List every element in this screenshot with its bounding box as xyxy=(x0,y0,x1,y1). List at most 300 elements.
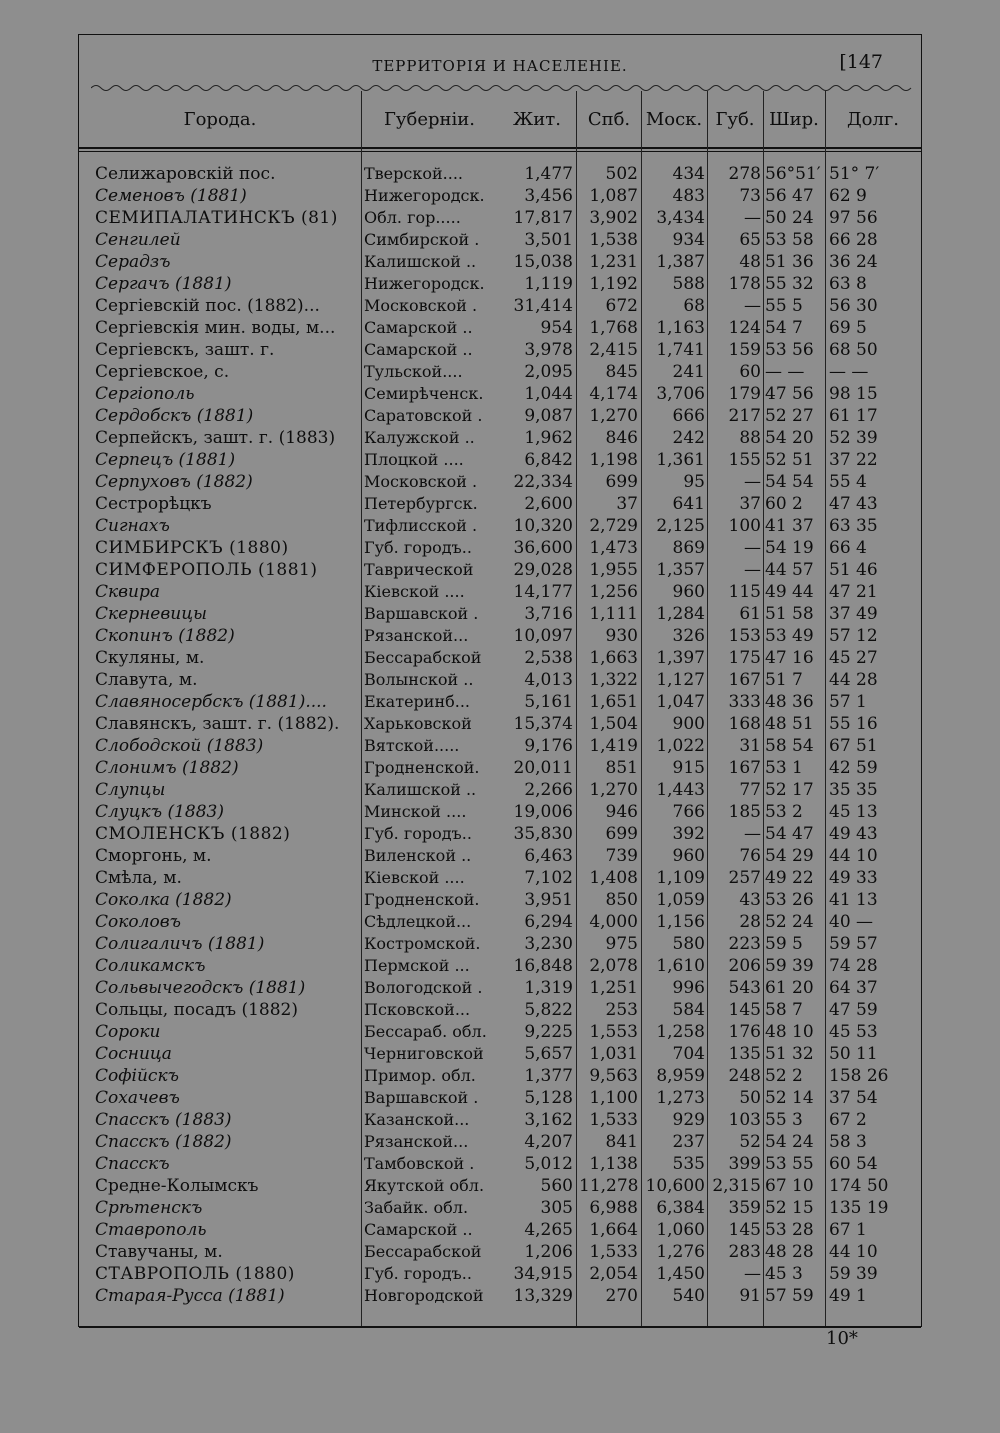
cell-mosk: 1,156 xyxy=(656,912,705,932)
table-row xyxy=(79,779,921,801)
cell-spb: 841 xyxy=(605,1132,638,1152)
cell-gubn: 145 xyxy=(728,1000,761,1020)
ledger-page xyxy=(78,34,922,1327)
cell-spb: 930 xyxy=(605,626,638,646)
cell-gub: Рязанской... xyxy=(364,626,469,645)
cell-gubn: — xyxy=(744,208,761,228)
cell-zhit: 13,329 xyxy=(513,1286,573,1306)
cell-zhit: 5,161 xyxy=(524,692,573,712)
cell-mosk: 1,047 xyxy=(656,692,705,712)
cell-gub: Плоцкой .... xyxy=(364,450,464,469)
cell-gub: Нижегородск. xyxy=(364,186,485,205)
table-row xyxy=(79,537,921,559)
cell-spb: 1,663 xyxy=(589,648,638,668)
table-row xyxy=(79,823,921,845)
cell-zhit: 4,265 xyxy=(524,1220,573,1240)
cell-zhit: 2,095 xyxy=(524,362,573,382)
cell-zhit: 16,848 xyxy=(513,956,573,976)
cell-mosk: 1,397 xyxy=(656,648,705,668)
cell-zhit: 3,978 xyxy=(524,340,573,360)
table-header xyxy=(79,91,921,147)
cell-gubn: 28 xyxy=(739,912,761,932)
cell-city: СИМБИРСКЪ (1880) xyxy=(95,538,289,558)
cell-spb: 270 xyxy=(605,1286,638,1306)
cell-gubn: 77 xyxy=(739,780,761,800)
cell-city: Сергіевское, с. xyxy=(95,362,230,382)
cell-mosk: 1,163 xyxy=(656,318,705,338)
cell-gub: Пермской ... xyxy=(364,956,470,975)
cell-gub: Гродненской. xyxy=(364,758,480,777)
cell-city: Семеновъ (1881) xyxy=(95,186,247,206)
cell-mosk: 766 xyxy=(672,802,705,822)
cell-mosk: 869 xyxy=(672,538,705,558)
header-shir: Шир. xyxy=(769,108,819,130)
table-row xyxy=(79,317,921,339)
cell-spb: 4,174 xyxy=(589,384,638,404)
cell-dolg: 67 2 xyxy=(829,1110,867,1130)
table-row xyxy=(79,1021,921,1043)
cell-dolg: 97 56 xyxy=(829,208,878,228)
cell-spb: 1,419 xyxy=(589,736,638,756)
cell-spb: 1,100 xyxy=(589,1088,638,1108)
cell-spb: 1,270 xyxy=(589,780,638,800)
header-mosk: Моск. xyxy=(645,108,703,130)
cell-zhit: 15,374 xyxy=(513,714,573,734)
cell-dolg: 37 54 xyxy=(829,1088,878,1108)
cell-spb: 699 xyxy=(605,824,638,844)
cell-gub: Московской . xyxy=(364,472,478,491)
cell-zhit: 10,097 xyxy=(513,626,573,646)
cell-zhit: 6,294 xyxy=(524,912,573,932)
page-number: [147 xyxy=(839,51,883,73)
cell-city: Серадзъ xyxy=(95,252,171,272)
cell-shir: 55 5 xyxy=(765,296,803,316)
cell-mosk: 6,384 xyxy=(656,1198,705,1218)
cell-gubn: 399 xyxy=(728,1154,761,1174)
cell-gub: Самарской .. xyxy=(364,340,473,359)
cell-gubn: — xyxy=(744,1264,761,1284)
cell-shir: 54 19 xyxy=(765,538,814,558)
cell-gubn: 176 xyxy=(728,1022,761,1042)
cell-city: Селижаровскій пос. xyxy=(95,164,276,184)
cell-gubn: 48 xyxy=(739,252,761,272)
cell-dolg: 174 50 xyxy=(829,1176,889,1196)
cell-mosk: 2,125 xyxy=(656,516,705,536)
cell-shir: 61 20 xyxy=(765,978,814,998)
cell-gubn: — xyxy=(744,538,761,558)
cell-gub: Сѣдлецкой... xyxy=(364,912,472,931)
cell-spb: 1,251 xyxy=(589,978,638,998)
cell-zhit: 5,012 xyxy=(524,1154,573,1174)
cell-zhit: 20,011 xyxy=(513,758,573,778)
cell-mosk: 960 xyxy=(672,582,705,602)
cell-spb: 1,664 xyxy=(589,1220,638,1240)
cell-gub: Тамбовской . xyxy=(364,1154,475,1173)
cell-shir: 57 59 xyxy=(765,1286,814,1306)
cell-zhit: 1,377 xyxy=(524,1066,573,1086)
cell-spb: 1,538 xyxy=(589,230,638,250)
cell-gubn: 206 xyxy=(728,956,761,976)
cell-zhit: 1,477 xyxy=(524,164,573,184)
cell-gub: Обл. гор..... xyxy=(364,208,461,227)
cell-shir: 51 58 xyxy=(765,604,814,624)
cell-city: СИМФЕРОПОЛЬ (1881) xyxy=(95,560,318,580)
cell-mosk: 588 xyxy=(672,274,705,294)
cell-dolg: 59 39 xyxy=(829,1264,878,1284)
cell-zhit: 22,334 xyxy=(513,472,573,492)
cell-gub: Варшавской . xyxy=(364,604,479,623)
table-row xyxy=(79,515,921,537)
cell-gubn: 217 xyxy=(728,406,761,426)
cell-gub: Костромской. xyxy=(364,934,481,953)
cell-dolg: 51 46 xyxy=(829,560,878,580)
cell-gub: Саратовской . xyxy=(364,406,483,425)
cell-dolg: 55 16 xyxy=(829,714,878,734)
cell-shir: 48 51 xyxy=(765,714,814,734)
cell-mosk: 1,361 xyxy=(656,450,705,470)
cell-spb: 1,270 xyxy=(589,406,638,426)
cell-city: Старая-Русса (1881) xyxy=(95,1286,285,1306)
cell-gub: Екатеринб... xyxy=(364,692,470,711)
cell-spb: 1,533 xyxy=(589,1110,638,1130)
cell-shir: 48 10 xyxy=(765,1022,814,1042)
cell-dolg: 58 3 xyxy=(829,1132,867,1152)
cell-mosk: 929 xyxy=(672,1110,705,1130)
table-row xyxy=(79,1197,921,1219)
cell-city: Сосница xyxy=(95,1044,172,1064)
cell-shir: 54 20 xyxy=(765,428,814,448)
cell-dolg: 63 35 xyxy=(829,516,878,536)
cell-spb: 1,322 xyxy=(589,670,638,690)
table-row xyxy=(79,867,921,889)
cell-city: Сигнахъ xyxy=(95,516,170,536)
cell-dolg: 66 28 xyxy=(829,230,878,250)
table-row xyxy=(79,229,921,251)
cell-gubn: 159 xyxy=(728,340,761,360)
cell-shir: 59 39 xyxy=(765,956,814,976)
table-row xyxy=(79,1153,921,1175)
cell-mosk: 1,443 xyxy=(656,780,705,800)
table-row xyxy=(79,1043,921,1065)
cell-gubn: 115 xyxy=(728,582,761,602)
cell-spb: 1,473 xyxy=(589,538,638,558)
header-gubn: Губ. xyxy=(715,108,755,130)
table-row xyxy=(79,361,921,383)
table-row xyxy=(79,251,921,273)
cell-zhit: 7,102 xyxy=(524,868,573,888)
cell-shir: 52 2 xyxy=(765,1066,803,1086)
cell-zhit: 4,013 xyxy=(524,670,573,690)
cell-zhit: 5,657 xyxy=(524,1044,573,1064)
cell-city: СЕМИПАЛАТИНСКЪ (81) xyxy=(95,208,338,228)
cell-gub: Бессарабской xyxy=(364,1242,482,1261)
cell-city: Скопинъ (1882) xyxy=(95,626,235,646)
cell-city: Сольвычегодскъ (1881) xyxy=(95,978,306,998)
cell-gub: Забайк. обл. xyxy=(364,1198,469,1217)
cell-gub: Минской .... xyxy=(364,802,467,821)
cell-city: Соколка (1882) xyxy=(95,890,232,910)
cell-mosk: 1,109 xyxy=(656,868,705,888)
table-row xyxy=(79,1131,921,1153)
cell-shir: 53 2 xyxy=(765,802,803,822)
cell-city: Слуцкъ (1883) xyxy=(95,802,224,822)
cell-spb: 1,651 xyxy=(589,692,638,712)
cell-gubn: 31 xyxy=(739,736,761,756)
table-row xyxy=(79,295,921,317)
cell-zhit: 34,915 xyxy=(513,1264,573,1284)
cell-gub: Волынской .. xyxy=(364,670,474,689)
cell-dolg: 60 54 xyxy=(829,1154,878,1174)
cell-zhit: 1,319 xyxy=(524,978,573,998)
cell-zhit: 36,600 xyxy=(513,538,573,558)
cell-gubn: 91 xyxy=(739,1286,761,1306)
cell-dolg: 41 13 xyxy=(829,890,878,910)
cell-mosk: 434 xyxy=(672,164,705,184)
cell-gub: Рязанской... xyxy=(364,1132,469,1151)
cell-mosk: 1,022 xyxy=(656,736,705,756)
cell-gubn: 145 xyxy=(728,1220,761,1240)
cell-city: Спасскъ (1882) xyxy=(95,1132,232,1152)
cell-mosk: 1,387 xyxy=(656,252,705,272)
cell-gub: Якутской обл. xyxy=(364,1176,485,1195)
running-head: ТЕРРИТОРІЯ И НАСЕЛЕНІЕ. xyxy=(372,57,628,75)
cell-city: Сквира xyxy=(95,582,161,602)
cell-mosk: 580 xyxy=(672,934,705,954)
cell-zhit: 9,176 xyxy=(524,736,573,756)
cell-spb: 1,198 xyxy=(589,450,638,470)
cell-gub: Бессараб. обл. xyxy=(364,1022,487,1041)
cell-gubn: 124 xyxy=(728,318,761,338)
cell-shir: 53 26 xyxy=(765,890,814,910)
cell-gubn: 543 xyxy=(728,978,761,998)
cell-dolg: 45 13 xyxy=(829,802,878,822)
cell-city: Софійскъ xyxy=(95,1066,179,1086)
cell-dolg: 57 12 xyxy=(829,626,878,646)
cell-mosk: 1,741 xyxy=(656,340,705,360)
cell-spb: 1,031 xyxy=(589,1044,638,1064)
cell-gubn: 167 xyxy=(728,758,761,778)
cell-gub: Семирѣченск. xyxy=(364,384,484,403)
cell-dolg: 74 28 xyxy=(829,956,878,976)
cell-shir: 58 54 xyxy=(765,736,814,756)
cell-zhit: 3,716 xyxy=(524,604,573,624)
table-row xyxy=(79,977,921,999)
cell-zhit: 14,177 xyxy=(513,582,573,602)
cell-zhit: 1,206 xyxy=(524,1242,573,1262)
cell-mosk: 1,059 xyxy=(656,890,705,910)
table-row xyxy=(79,603,921,625)
cell-gub: Петербургск. xyxy=(364,494,478,513)
cell-shir: 56°51′ xyxy=(765,164,821,184)
cell-dolg: 47 43 xyxy=(829,494,878,514)
cell-zhit: 305 xyxy=(540,1198,573,1218)
cell-dolg: 36 24 xyxy=(829,252,878,272)
cell-shir: 52 24 xyxy=(765,912,814,932)
cell-city: Серпуховъ (1882) xyxy=(95,472,253,492)
cell-zhit: 5,128 xyxy=(524,1088,573,1108)
cell-spb: 3,902 xyxy=(589,208,638,228)
cell-mosk: 1,060 xyxy=(656,1220,705,1240)
cell-spb: 1,768 xyxy=(589,318,638,338)
cell-mosk: 900 xyxy=(672,714,705,734)
table-row xyxy=(79,955,921,977)
cell-spb: 1,192 xyxy=(589,274,638,294)
cell-city: Сергіевскія мин. воды, м... xyxy=(95,318,336,338)
cell-spb: 11,278 xyxy=(579,1176,638,1196)
cell-spb: 2,415 xyxy=(589,340,638,360)
cell-mosk: 8,959 xyxy=(656,1066,705,1086)
cell-gub: Тверской.... xyxy=(364,164,463,183)
cell-gubn: — xyxy=(744,472,761,492)
cell-gubn: 73 xyxy=(739,186,761,206)
cell-dolg: 98 15 xyxy=(829,384,878,404)
cell-city: Ставучаны, м. xyxy=(95,1242,223,1262)
cell-gubn: 223 xyxy=(728,934,761,954)
cell-zhit: 31,414 xyxy=(513,296,573,316)
cell-zhit: 560 xyxy=(540,1176,573,1196)
cell-zhit: 35,830 xyxy=(513,824,573,844)
table-row xyxy=(79,1241,921,1263)
cell-gubn: 248 xyxy=(728,1066,761,1086)
cell-mosk: 666 xyxy=(672,406,705,426)
cell-gubn: 100 xyxy=(728,516,761,536)
cell-zhit: 3,162 xyxy=(524,1110,573,1130)
cell-spb: 253 xyxy=(605,1000,638,1020)
cell-gub: Гродненской. xyxy=(364,890,480,909)
cell-spb: 2,054 xyxy=(589,1264,638,1284)
cell-gubn: 37 xyxy=(739,494,761,514)
cell-mosk: 326 xyxy=(672,626,705,646)
cell-spb: 975 xyxy=(605,934,638,954)
table-row xyxy=(79,493,921,515)
header-city: Города. xyxy=(183,108,257,130)
cell-shir: 54 29 xyxy=(765,846,814,866)
cell-gubn: 103 xyxy=(728,1110,761,1130)
cell-city: Сергіополь xyxy=(95,384,195,404)
cell-gubn: 155 xyxy=(728,450,761,470)
cell-gub: Губ. городъ.. xyxy=(364,824,472,843)
cell-zhit: 954 xyxy=(540,318,573,338)
cell-dolg: 56 30 xyxy=(829,296,878,316)
cell-gub: Кіевской .... xyxy=(364,582,465,601)
table-row xyxy=(79,559,921,581)
cell-dolg: 59 57 xyxy=(829,934,878,954)
table-row xyxy=(79,845,921,867)
cell-dolg: 47 59 xyxy=(829,1000,878,1020)
cell-spb: 1,504 xyxy=(589,714,638,734)
table-row xyxy=(79,647,921,669)
cell-dolg: 63 8 xyxy=(829,274,867,294)
cell-spb: 1,553 xyxy=(589,1022,638,1042)
cell-spb: 846 xyxy=(605,428,638,448)
table-row xyxy=(79,1065,921,1087)
cell-shir: 67 10 xyxy=(765,1176,814,1196)
cell-city: СМОЛЕНСКЪ (1882) xyxy=(95,824,291,844)
cell-dolg: 67 51 xyxy=(829,736,878,756)
table-row xyxy=(79,449,921,471)
cell-gubn: 185 xyxy=(728,802,761,822)
cell-zhit: 3,456 xyxy=(524,186,573,206)
cell-gubn: 175 xyxy=(728,648,761,668)
table-row xyxy=(79,163,921,185)
cell-city: Скерневицы xyxy=(95,604,207,624)
cell-gub: Губ. городъ.. xyxy=(364,538,472,557)
table-row xyxy=(79,735,921,757)
table-row xyxy=(79,625,921,647)
cell-zhit: 6,842 xyxy=(524,450,573,470)
table-row xyxy=(79,427,921,449)
cell-shir: 49 44 xyxy=(765,582,814,602)
cell-dolg: 67 1 xyxy=(829,1220,867,1240)
cell-gub: Псковской... xyxy=(364,1000,471,1019)
cell-city: Скуляны, м. xyxy=(95,648,205,668)
cell-gub: Варшавской . xyxy=(364,1088,479,1107)
table-row xyxy=(79,405,921,427)
table-row xyxy=(79,1087,921,1109)
cell-gubn: 88 xyxy=(739,428,761,448)
cell-city: Спасскъ (1883) xyxy=(95,1110,232,1130)
cell-dolg: 68 50 xyxy=(829,340,878,360)
cell-spb: 1,533 xyxy=(589,1242,638,1262)
cell-dolg: 135 19 xyxy=(829,1198,889,1218)
cell-gub: Самарской .. xyxy=(364,1220,473,1239)
cell-shir: 53 49 xyxy=(765,626,814,646)
cell-shir: 54 7 xyxy=(765,318,803,338)
cell-shir: 54 24 xyxy=(765,1132,814,1152)
header-rule-top xyxy=(79,147,921,149)
cell-gub: Черниговской xyxy=(364,1044,484,1063)
cell-spb: 845 xyxy=(605,362,638,382)
cell-zhit: 29,028 xyxy=(513,560,573,580)
cell-gubn: 178 xyxy=(728,274,761,294)
cell-mosk: 934 xyxy=(672,230,705,250)
cell-city: Сестрорѣцкъ xyxy=(95,494,212,514)
cell-shir: 52 14 xyxy=(765,1088,814,1108)
cell-city: Средне-Колымскъ xyxy=(95,1176,259,1196)
table-row xyxy=(79,999,921,1021)
cell-gubn: 168 xyxy=(728,714,761,734)
cell-shir: 48 36 xyxy=(765,692,814,712)
cell-city: Сергіевскъ, зашт. г. xyxy=(95,340,275,360)
cell-shir: 54 47 xyxy=(765,824,814,844)
cell-city: Славута, м. xyxy=(95,670,198,690)
cell-gubn: 179 xyxy=(728,384,761,404)
cell-city: Смѣла, м. xyxy=(95,868,182,888)
cell-zhit: 3,230 xyxy=(524,934,573,954)
cell-city: Сергіевскій пос. (1882)... xyxy=(95,296,320,316)
cell-mosk: 95 xyxy=(683,472,705,492)
cell-gub: Калужской .. xyxy=(364,428,475,447)
cell-shir: 55 3 xyxy=(765,1110,803,1130)
cell-city: Солигаличъ (1881) xyxy=(95,934,265,954)
cell-spb: 1,408 xyxy=(589,868,638,888)
cell-mosk: 3,434 xyxy=(656,208,705,228)
cell-city: Слободской (1883) xyxy=(95,736,264,756)
cell-zhit: 17,817 xyxy=(513,208,573,228)
table-row xyxy=(79,669,921,691)
cell-shir: 48 28 xyxy=(765,1242,814,1262)
cell-mosk: 68 xyxy=(683,296,705,316)
cell-mosk: 584 xyxy=(672,1000,705,1020)
cell-mosk: 1,127 xyxy=(656,670,705,690)
table-row xyxy=(79,383,921,405)
header-rule-bottom xyxy=(79,151,921,152)
cell-dolg: 40 — xyxy=(829,912,874,932)
cell-spb: 699 xyxy=(605,472,638,492)
cell-gub: Вятской..... xyxy=(364,736,460,755)
cell-gubn: 2,315 xyxy=(712,1176,761,1196)
cell-mosk: 241 xyxy=(672,362,705,382)
